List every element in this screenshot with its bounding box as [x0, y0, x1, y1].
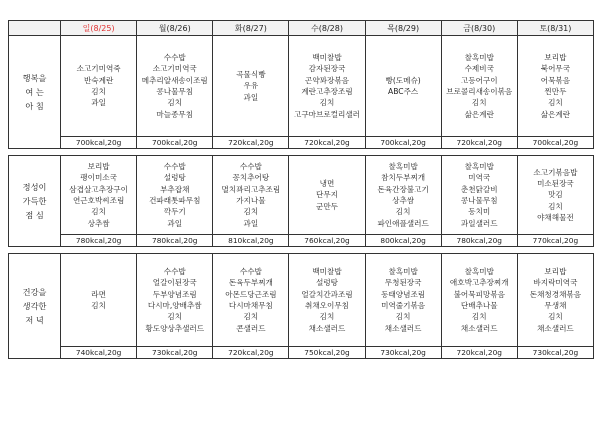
- menu-item: 북어무국: [540, 64, 571, 74]
- menu-cell: [365, 36, 441, 137]
- menu-item: 김치: [471, 312, 487, 322]
- menu-item: 찰흑미밥: [464, 267, 494, 277]
- menu-cell: [137, 156, 213, 235]
- menu-item: 콩나물무침: [460, 196, 498, 205]
- menu-item: 김치: [243, 207, 259, 217]
- menu-item: 돈육간장불고기: [377, 184, 429, 194]
- meal-label-line: 점 심: [25, 210, 44, 220]
- calorie-cell: 700kcal,20g: [137, 137, 213, 149]
- menu-item: 다시마,양배추쌈: [147, 301, 202, 310]
- menu-item: 삶은계란: [464, 109, 494, 119]
- menu-item: 백미찰밥: [312, 267, 342, 277]
- menu-item: 빵(도메슈): [385, 75, 421, 85]
- menu-item: 김치: [471, 98, 487, 108]
- meal-table-body: [9, 36, 594, 359]
- menu-item: 채소샐러드: [308, 323, 346, 333]
- menu-item: 고등어구이: [460, 75, 498, 85]
- menu-item: 콩나물무침: [156, 87, 194, 96]
- menu-item: 삼겹살고추장구이: [69, 184, 128, 194]
- menu-item: 계란고추장조림: [301, 87, 353, 96]
- menu-item: 불어묵피망볶음: [453, 289, 505, 299]
- meal-label-line: 아 침: [25, 101, 44, 111]
- menu-item: 찰흑미밥: [388, 267, 418, 277]
- menu-item: 맛김: [548, 190, 563, 200]
- menu-item: 찰흑미밥: [388, 162, 418, 172]
- menu-item: 깍두기: [163, 207, 186, 217]
- calorie-cell: 780kcal,20g: [137, 235, 213, 247]
- menu-item: 김치: [91, 207, 106, 217]
- menu-item: 참치두부찌개: [381, 173, 426, 183]
- menu-item: 야채해물전: [537, 212, 574, 222]
- calorie-cell: 700kcal,20g: [61, 137, 137, 149]
- menu-item: 김치: [548, 201, 563, 211]
- menu-item: 꽁치추어탕: [232, 173, 270, 183]
- menu-item: 두부양념조림: [152, 289, 197, 299]
- menu-item: 과일: [91, 98, 106, 108]
- menu-item: 메추리알새송이조림: [141, 75, 208, 85]
- menu-item: 보리밥: [544, 267, 567, 277]
- menu-item: 찐만두: [544, 87, 567, 96]
- breakfast-row: [9, 36, 594, 137]
- menu-item: 김치: [91, 87, 106, 96]
- spacer-cell: [9, 247, 594, 254]
- breakfast-label: [9, 36, 61, 149]
- menu-item: 설렁탕: [316, 278, 339, 288]
- menu-item: 얼갈이된장국: [152, 278, 197, 288]
- menu-cell: [137, 254, 213, 347]
- menu-item: 수수밥: [163, 162, 186, 172]
- meal-label-line: 저 녁: [25, 315, 44, 325]
- menu-item: 수수밥: [163, 267, 186, 277]
- menu-item: 과일: [243, 92, 259, 102]
- calorie-cell: 760kcal,20g: [289, 235, 365, 247]
- menu-item: 우유: [243, 81, 259, 91]
- menu-cell: [441, 36, 517, 137]
- menu-item: 소고기미역국: [152, 64, 197, 74]
- meal-label-line: 여 는: [25, 87, 44, 97]
- menu-item: 무청된장국: [384, 278, 422, 288]
- menu-cell: [289, 156, 365, 235]
- menu-item: 수제비국: [464, 64, 494, 74]
- menu-item: 과일: [167, 218, 183, 228]
- menu-item: 단무지: [316, 190, 339, 200]
- calorie-cell: 730kcal,20g: [365, 347, 441, 359]
- menu-item: 가지나물: [236, 196, 266, 205]
- menu-cell: [213, 254, 289, 347]
- menu-item: 김치: [319, 312, 335, 322]
- meal-label-line: 정성이: [22, 182, 47, 192]
- menu-cell: [365, 254, 441, 347]
- menu-item: 어묵볶음: [540, 75, 571, 85]
- menu-item: 설렁탕: [163, 173, 186, 183]
- menu-item: 김치: [243, 312, 259, 322]
- meal-label-line: 행복을: [22, 73, 47, 83]
- menu-cell: [61, 254, 137, 347]
- menu-item: 얼갈치간과조림: [301, 289, 353, 299]
- menu-item: 채소샐러드: [460, 323, 498, 333]
- calorie-row: [9, 137, 594, 149]
- calorie-row: [9, 347, 594, 359]
- menu-item: 취채오이무침: [305, 301, 350, 310]
- menu-item: 삶은계란: [540, 109, 571, 119]
- calorie-cell: 810kcal,20g: [213, 235, 289, 247]
- menu-item: 연근호박씨조림: [72, 196, 125, 205]
- menu-cell: [517, 156, 593, 235]
- calorie-cell: 720kcal,20g: [213, 137, 289, 149]
- menu-item: 상추쌈: [392, 196, 415, 205]
- menu-item: 과일샐러드: [460, 218, 498, 228]
- menu-item: 찰흑미밥: [464, 53, 494, 63]
- dinner-row: [9, 254, 594, 347]
- calorie-cell: 720kcal,20g: [441, 347, 517, 359]
- menu-item: 냉면: [319, 179, 335, 189]
- calorie-row: [9, 235, 594, 247]
- menu-item: 무생채: [544, 301, 567, 310]
- day-header: 수(8/28): [289, 21, 365, 36]
- menu-item: 고구마브로컬리샐러: [294, 109, 361, 119]
- menu-item: 소고기볶음밥: [533, 167, 578, 177]
- menu-item: 곤약꽈장볶음: [305, 75, 350, 85]
- calorie-cell: 740kcal,20g: [61, 347, 137, 359]
- calorie-cell: 720kcal,20g: [289, 137, 365, 149]
- calorie-cell: 700kcal,20g: [365, 137, 441, 149]
- menu-item: 건파래톳파무침: [149, 196, 201, 205]
- menu-item: 찰흑미밥: [464, 162, 494, 172]
- calorie-cell: 770kcal,20g: [517, 235, 593, 247]
- menu-cell: [365, 156, 441, 235]
- meal-label-line: 건강을: [22, 287, 47, 297]
- calorie-cell: 730kcal,20g: [137, 347, 213, 359]
- lunch-row: [9, 156, 594, 235]
- spacer-cell: [9, 149, 594, 156]
- menu-item: 보리밥: [544, 53, 567, 63]
- calorie-cell: 720kcal,20g: [441, 137, 517, 149]
- menu-item: 군만두: [316, 201, 339, 211]
- menu-item: 황도양상추샐러드: [145, 323, 205, 333]
- menu-item: 곡물식빵: [236, 70, 266, 80]
- menu-item: 김치: [548, 98, 563, 108]
- day-header: 목(8/29): [365, 21, 441, 36]
- calorie-cell: 800kcal,20g: [365, 235, 441, 247]
- menu-item: ABC주스: [388, 87, 419, 96]
- day-header: 금(8/30): [441, 21, 517, 36]
- menu-item: 아몬드당근조림: [225, 289, 277, 299]
- menu-item: 소고기미역죽: [76, 64, 121, 74]
- menu-item: 백미찰밥: [312, 53, 342, 63]
- menu-item: 브로콜리새송이볶음: [446, 87, 513, 96]
- row-spacer: [9, 149, 594, 156]
- menu-cell: [213, 36, 289, 137]
- menu-item: 바지락미역국: [533, 278, 578, 288]
- day-header: 일(8/25): [61, 21, 137, 36]
- menu-item: 콘샐러드: [236, 323, 266, 333]
- menu-item: 춘천닭갈비: [460, 184, 498, 194]
- menu-item: 미역국: [468, 173, 491, 183]
- menu-item: 미소된장국: [537, 179, 574, 189]
- menu-item: 수수밥: [163, 53, 186, 63]
- menu-item: 마늘종무침: [156, 109, 194, 119]
- menu-cell: [441, 156, 517, 235]
- meal-label-line: 생각한: [22, 301, 47, 311]
- menu-cell: [137, 36, 213, 137]
- menu-item: 애호박고추장찌개: [449, 278, 509, 288]
- calorie-cell: 720kcal,20g: [213, 347, 289, 359]
- menu-item: 상추쌈: [87, 218, 110, 228]
- menu-item: 수수밥: [239, 267, 262, 277]
- meal-label-line: 가득한: [22, 196, 47, 206]
- menu-item: 돈채청경채볶음: [529, 289, 582, 299]
- menu-cell: [441, 254, 517, 347]
- menu-cell: [213, 156, 289, 235]
- menu-item: 채소샐러드: [384, 323, 422, 333]
- calorie-cell: 780kcal,20g: [441, 235, 517, 247]
- menu-item: 라면: [91, 289, 106, 299]
- lunch-label: [9, 156, 61, 247]
- row-spacer: [9, 247, 594, 254]
- menu-item: 채소샐러드: [537, 323, 574, 333]
- menu-item: 부추잡채: [160, 184, 190, 194]
- menu-cell: [61, 156, 137, 235]
- menu-cell: [61, 36, 137, 137]
- calorie-cell: 780kcal,20g: [61, 235, 137, 247]
- header-corner-cell: [9, 21, 61, 36]
- day-header: 월(8/26): [137, 21, 213, 36]
- menu-cell: [517, 254, 593, 347]
- menu-item: 팽이미소국: [80, 173, 117, 183]
- menu-item: 반숙계란: [83, 75, 114, 85]
- menu-cell: [289, 254, 365, 347]
- menu-item: 김치: [167, 312, 183, 322]
- menu-item: 단배추나물: [460, 301, 498, 310]
- calorie-cell: 730kcal,20g: [517, 347, 593, 359]
- menu-item: 감자된장국: [308, 64, 346, 74]
- day-header: 토(8/31): [517, 21, 593, 36]
- menu-item: 보리밥: [87, 162, 110, 172]
- menu-item: 동치미: [468, 207, 491, 217]
- calorie-cell: 700kcal,20g: [517, 137, 593, 149]
- menu-item: 김치: [548, 312, 563, 322]
- menu-item: 과일: [243, 218, 259, 228]
- menu-item: 멸치꽈리고추조림: [221, 184, 281, 194]
- day-header-row: [9, 21, 594, 36]
- menu-cell: [289, 36, 365, 137]
- menu-item: 김치: [395, 207, 411, 217]
- menu-item: 김치: [319, 98, 335, 108]
- menu-item: 동태양념조림: [381, 289, 426, 299]
- day-header: 화(8/27): [213, 21, 289, 36]
- dinner-label: [9, 254, 61, 359]
- menu-item: 파인애플샐러드: [377, 218, 429, 228]
- menu-item: 김치: [395, 312, 411, 322]
- menu-item: 돈육두부찌개: [228, 278, 273, 288]
- menu-item: 김치: [91, 301, 106, 310]
- menu-item: 김치: [167, 98, 183, 108]
- menu-cell: [517, 36, 593, 137]
- menu-item: 수수밥: [239, 162, 262, 172]
- weekly-meal-table: [8, 20, 594, 359]
- menu-item: 미역줄기볶음: [381, 301, 426, 310]
- menu-item: 다시마채무침: [228, 301, 273, 310]
- calorie-cell: 750kcal,20g: [289, 347, 365, 359]
